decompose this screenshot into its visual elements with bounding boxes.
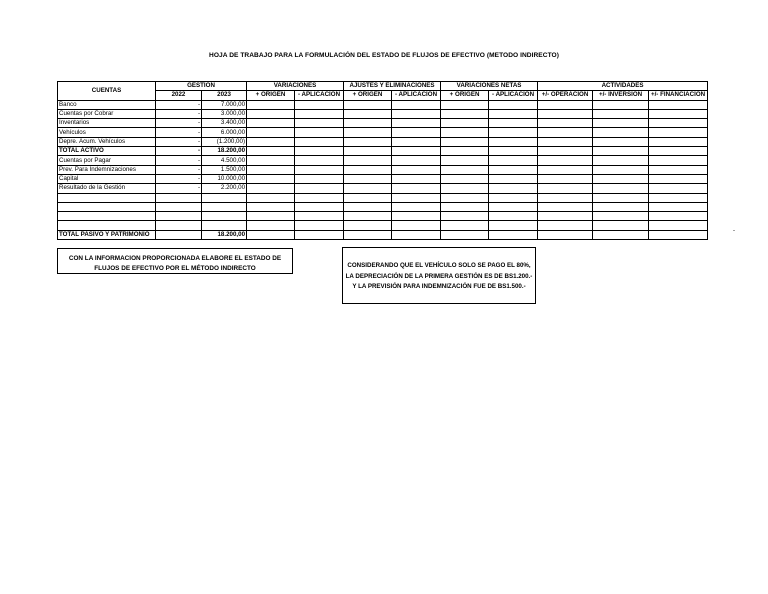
- value-2023: 10.000,00: [202, 174, 247, 183]
- header-row-2: [58, 91, 708, 100]
- table-row: [58, 165, 708, 174]
- cuenta-cell: Resultado de la Gestión: [58, 184, 156, 193]
- header-variaciones: VARIACIONES: [247, 82, 344, 91]
- header-2022: 2022: [156, 91, 202, 100]
- header-aj-aplicacion: - APLICACIÓN: [392, 91, 441, 100]
- cuenta-cell: Cuentas por Cobrar: [58, 109, 156, 118]
- stray-mark: -: [733, 228, 735, 234]
- table-row: [58, 137, 708, 146]
- value-2022: -: [156, 156, 202, 165]
- sheet-title: HOJA DE TRABAJO PARA LA FORMULACIÓN DEL ESTADO DE FLUJOS DE EFECTIVO (METODO INDIRECTO): [209, 52, 559, 59]
- value-2022: -: [156, 128, 202, 137]
- empty-row: [58, 193, 708, 202]
- header-actividades: ACTIVIDADES: [538, 82, 708, 91]
- instruction-box: CON LA INFORMACION PROPORCIONADA ELABORE EL ESTADO DE FLUJOS DE EFECTIVO POR EL MÉTODO INDIRECTO: [57, 248, 293, 274]
- empty-row: [58, 221, 708, 230]
- value-2023: 7.000,00: [202, 100, 247, 109]
- cuenta-cell: Vehículos: [58, 128, 156, 137]
- header-var-aplicacion: - APLICACIÓN: [295, 91, 344, 100]
- value-2022: -: [156, 165, 202, 174]
- header-ajustes: AJUSTES Y ELIMINACIONES: [344, 82, 441, 91]
- value-2022: -: [156, 184, 202, 193]
- cuenta-cell: Capital: [58, 174, 156, 183]
- cuenta-cell: Prev. Para Indemnizaciones: [58, 165, 156, 174]
- table-row: [58, 119, 708, 128]
- cuenta-cell: Cuentas por Pagar: [58, 156, 156, 165]
- cuenta-cell: TOTAL ACTIVO: [58, 147, 156, 156]
- value-2023: 3.000,00: [202, 109, 247, 118]
- worksheet-table: [57, 81, 708, 240]
- cuenta-cell: Banco: [58, 100, 156, 109]
- value-2023: 1.500,00: [202, 165, 247, 174]
- header-inversion: +/- INVERSIÓN: [593, 91, 649, 100]
- value-2023: 4.500,00: [202, 156, 247, 165]
- table-row: [58, 156, 708, 165]
- consideration-box: CONSIDERANDO QUE EL VEHÍCULO SOLO SE PAGO EL 80%, LA DEPRECIACIÓN DE LA PRIMERA GESTIÓN ES DE BS1.200.- Y LA PREVISIÓN PARA INDEMNIZACIÓN FUE DE BS1.500.-: [342, 247, 536, 304]
- header-var-origen: + ORIGEN: [247, 91, 295, 100]
- table-row: [58, 174, 708, 183]
- table-row: [58, 109, 708, 118]
- value-2022: -: [156, 119, 202, 128]
- value-2023: 2.200,00: [202, 184, 247, 193]
- header-gestion: GESTION: [156, 82, 247, 91]
- total-activo-row: [58, 147, 708, 156]
- cuenta-cell: Inventarios: [58, 119, 156, 128]
- value-2022: -: [156, 147, 202, 156]
- header-operacion: +/- OPERACIÓN: [538, 91, 593, 100]
- table-row: [58, 184, 708, 193]
- header-cuentas: CUENTAS: [58, 82, 156, 101]
- value-2023: 18.200,00: [202, 147, 247, 156]
- total-pasivo-row: [58, 230, 708, 239]
- value-2022: -: [156, 174, 202, 183]
- table-row: [58, 100, 708, 109]
- empty-row: [58, 212, 708, 221]
- value-2022: -: [156, 100, 202, 109]
- value-2023: 18.200,00: [202, 230, 247, 239]
- empty-row: [58, 202, 708, 211]
- value-2022: -: [156, 109, 202, 118]
- header-vn-origen: + ORIGEN: [441, 91, 489, 100]
- value-2023: 6.000,00: [202, 128, 247, 137]
- header-financiacion: +/- FINANCIACIÓN: [649, 91, 708, 100]
- header-variaciones-netas: VARIACIONES NETAS: [441, 82, 538, 91]
- header-row-1: [58, 82, 708, 91]
- value-2023: 3.400,00: [202, 119, 247, 128]
- header-2023: 2023: [202, 91, 247, 100]
- header-vn-aplicacion: - APLICACIÓN: [489, 91, 538, 100]
- cuenta-cell: Depre. Acum. Vehículos: [58, 137, 156, 146]
- value-2022: -: [156, 137, 202, 146]
- header-aj-origen: + ORIGEN: [344, 91, 392, 100]
- value-2023: (1.200,00): [202, 137, 247, 146]
- table-row: [58, 128, 708, 137]
- cuenta-cell: TOTAL PASIVO Y PATRIMONIO: [58, 230, 156, 239]
